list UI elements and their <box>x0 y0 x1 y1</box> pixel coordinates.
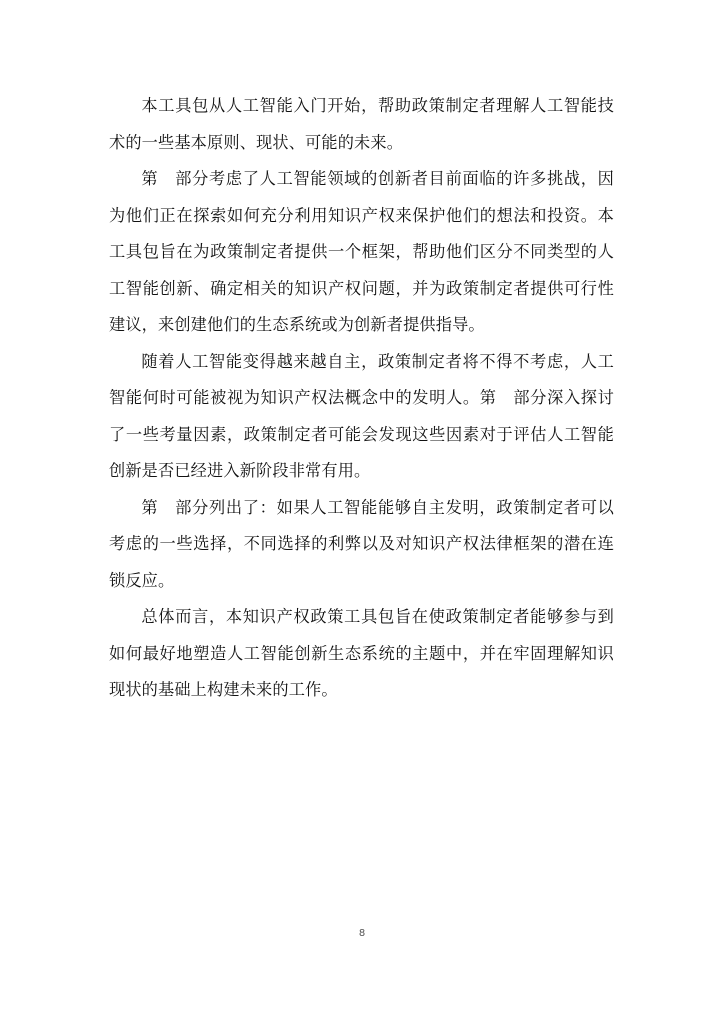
body-text <box>109 88 614 709</box>
paragraph-ai-inventor: 随着人工智能变得越来越自主，政策制定者将不得不考虑，人工智能何时可能被视为知识产权法概念中的发明人。第 部分深入探讨了一些考量因素，政策制定者可能会发现这些因素对于评估人工智能创新是否已经进入新阶段非常有用。 <box>109 351 614 480</box>
paragraph-policy-options: 第 部分列出了：如果人工智能能够自主发明，政策制定者可以考虑的一些选择，不同选择的利弊以及对知识产权法律框架的潜在连锁反应。 <box>109 497 614 590</box>
paragraph-summary: 总体而言，本知识产权政策工具包旨在使政策制定者能够参与到如何最好地塑造人工智能创新生态系统的主题中，并在牢固理解知识现状的基础上构建未来的工作。 <box>109 607 614 699</box>
paragraph-toolkit-intro: 本工具包从人工智能入门开始，帮助政策制定者理解人工智能技术的一些基本原则、现状、可能的未来。 <box>109 96 614 152</box>
paragraph-innovator-challenges: 第 部分考虑了人工智能领域的创新者目前面临的许多挑战，因为他们正在探索如何充分利用知识产权来保护他们的想法和投资。本工具包旨在为政策制定者提供一个框架，帮助他们区分不同类型的人工智能创新、确定相关的知识产权问题，并为政策制定者提供可行性建议，来创建他们的生态系统或为创新者提供指导。 <box>109 169 614 334</box>
page-number: 8 <box>358 928 366 939</box>
